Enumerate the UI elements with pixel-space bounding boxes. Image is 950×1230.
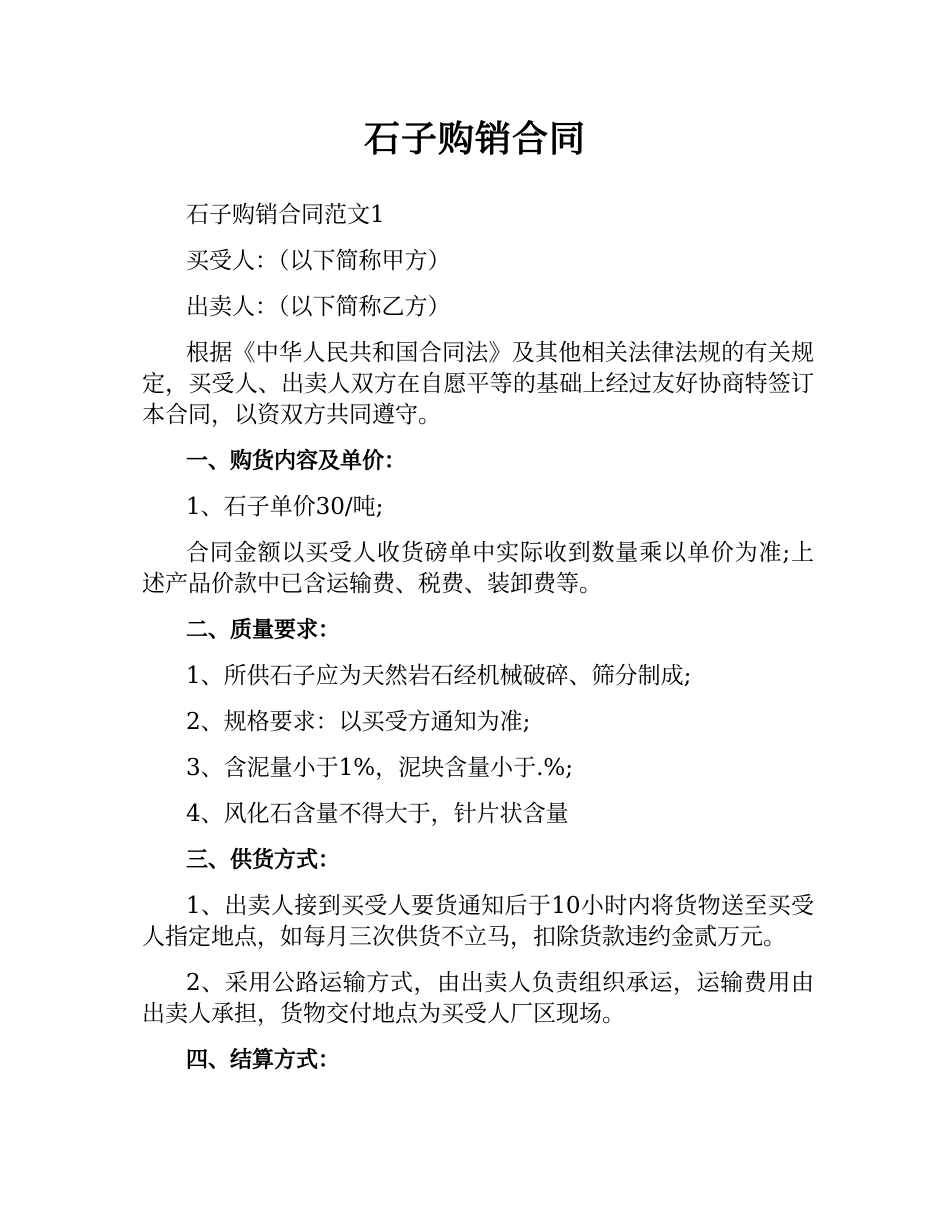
section-heading-goods: 一、购货内容及单价： <box>186 449 407 474</box>
paragraph-buyer: 买受人：（以下简称甲方） <box>186 248 451 274</box>
section-heading-supply: 三、供货方式： <box>186 848 341 873</box>
paragraph-supply-1: 1、出卖人接到买受人要货通知后于10小时内将货物送至买受人指定地点，如每月三次供货不立马，扣除货款违约金贰万元。 <box>142 893 814 950</box>
paragraph-quality-1: 1、所供石子应为天然岩石经机械破碎、筛分制成; <box>186 663 692 689</box>
paragraph-quality-4: 4、风化石含量不得大于，针片状含量 <box>186 801 569 827</box>
section-heading-settlement: 四、结算方式： <box>186 1048 341 1073</box>
paragraph-preamble: 根据《中华人民共和国合同法》及其他相关法律法规的有关规定，买受人、出卖人双方在自愿平等的基础上经过友好协商特签订本合同，以资双方共同遵守。 <box>142 340 814 428</box>
paragraph-quality-3: 3、含泥量小于1%，泥块含量小于.%; <box>186 755 574 781</box>
section-heading-quality: 二、质量要求： <box>186 618 341 643</box>
paragraph-template-label: 石子购销合同范文1 <box>186 202 385 228</box>
paragraph-seller: 出卖人：（以下简称乙方） <box>186 294 451 320</box>
paragraph-unit-price: 1、石子单价30/吨; <box>186 494 384 520</box>
paragraph-quality-2: 2、规格要求：以买受方通知为准; <box>186 709 531 735</box>
paragraph-contract-amount: 合同金额以买受人收货磅单中实际收到数量乘以单价为准;上述产品价款中已含运输费、税费、装卸费等。 <box>142 540 814 597</box>
paragraph-supply-2: 2、采用公路运输方式，由出卖人负责组织承运，运输费用由出卖人承担，货物交付地点为买受人厂区现场。 <box>142 970 814 1027</box>
document-body <box>142 200 814 1091</box>
document-title: 石子购销合同 <box>363 119 586 160</box>
